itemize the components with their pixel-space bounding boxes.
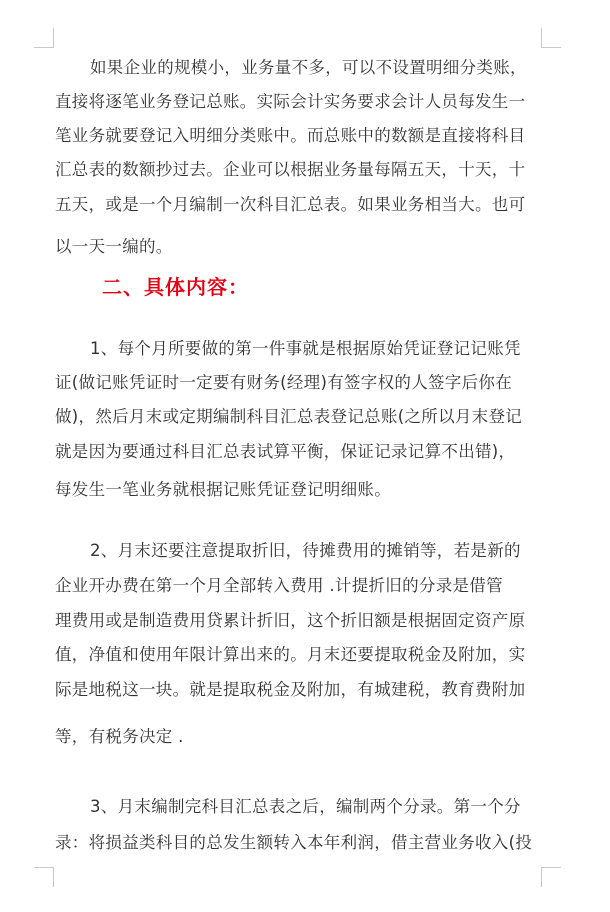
- paragraph-1-line: 以一天一编的。: [55, 237, 173, 256]
- paragraph-3-line: 值，净值和使用年限计算出来的。月末还要提取税金及附加，实: [55, 645, 526, 664]
- margin-corner-mark-bottom-right: [541, 867, 561, 887]
- paragraph-4-line: 录：将损益类科目的总发生额转入本年利润，借主营业务收入(投: [55, 833, 533, 852]
- paragraph-3-line: 2、月末还要注意提取折旧，待摊费用的摊销等，若是新的: [90, 541, 521, 560]
- paragraph-3-line: 等，有税务决定 .: [55, 727, 184, 746]
- paragraph-3-line: 企业开办费在第一个月全部转入费用 .计提折旧的分录是借管: [55, 576, 503, 595]
- margin-corner-mark-top-right: [541, 28, 561, 48]
- paragraph-4-line: 3、月末编制完科目汇总表之后，编制两个分录。第一个分: [90, 797, 521, 816]
- paragraph-2-line: 1、每个月所要做的第一件事就是根据原始凭证登记记账凭: [90, 339, 521, 358]
- paragraph-1-line: 五天，或是一个月编制一次科目汇总表。如果业务相当大。也可: [55, 195, 526, 214]
- paragraph-3-line: 际是地税这一块。就是提取税金及附加，有城建税，教育费附加: [55, 680, 526, 699]
- paragraph-1-line: 汇总表的数额抄过去。企业可以根据业务量每隔五天，十天，十: [55, 160, 526, 179]
- paragraph-1-line: 笔业务就要登记入明细分类账中。而总账中的数额是直接将科目: [55, 126, 526, 145]
- paragraph-2-line: 证(做记账凭证时一定要有财务(经理)有签字权的人签字后你在: [55, 373, 513, 392]
- paragraph-1-line: 直接将逐笔业务登记总账。实际会计实务要求会计人员每发生一: [55, 92, 526, 111]
- section-heading: 二、具体内容：: [102, 275, 249, 299]
- paragraph-2-line: 就是因为要通过科目汇总表试算平衡，保证记录记算不出错)，: [55, 442, 516, 461]
- margin-corner-mark-bottom-left: [34, 867, 54, 887]
- paragraph-2-line: 每发生一笔业务就根据记账凭证登记明细账。: [55, 480, 391, 499]
- paragraph-1-line: 如果企业的规模小，业务量不多，可以不设置明细分类账，: [90, 58, 527, 77]
- paragraph-3-line: 理费用或是制造费用贷累计折旧，这个折旧额是根据固定资产原: [55, 611, 526, 630]
- paragraph-2-line: 做)，然后月末或定期编制科目汇总表登记总账(之所以月末登记: [55, 407, 523, 426]
- margin-corner-mark-top-left: [34, 28, 54, 48]
